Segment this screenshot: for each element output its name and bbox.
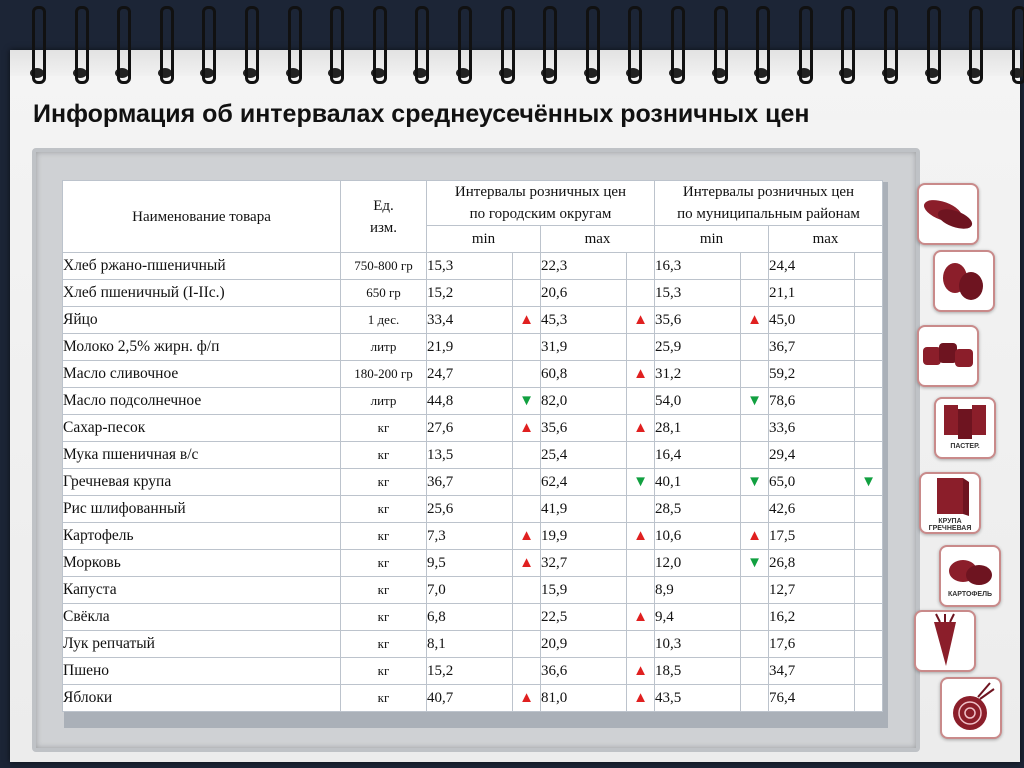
price-cell: 17,6	[769, 631, 855, 658]
price-cell: 10,6	[655, 523, 741, 550]
trend-cell	[855, 415, 883, 442]
price-cell: 41,9	[541, 496, 627, 523]
spiral-ring	[242, 6, 258, 82]
trend-cell	[513, 604, 541, 631]
unit-cell: кг	[341, 685, 427, 712]
unit-cell: литр	[341, 334, 427, 361]
butter-icon	[917, 325, 979, 387]
product-name: Масло сливочное	[63, 361, 341, 388]
spiral-ring	[29, 6, 45, 82]
table-row	[63, 307, 883, 334]
price-cell: 28,1	[655, 415, 741, 442]
trend-cell	[855, 631, 883, 658]
spiral-ring	[114, 6, 130, 82]
product-name: Яблоки	[63, 685, 341, 712]
trend-cell	[513, 577, 541, 604]
trend-cell	[855, 496, 883, 523]
trend-down-icon: ▼	[741, 550, 769, 577]
table-row	[63, 442, 883, 469]
header-unit: Ед. изм.	[341, 181, 427, 253]
trend-cell	[513, 496, 541, 523]
price-cell: 36,7	[427, 469, 513, 496]
trend-up-icon: ▲	[627, 415, 655, 442]
price-cell: 76,4	[769, 685, 855, 712]
price-table	[62, 180, 883, 712]
price-cell: 40,1	[655, 469, 741, 496]
page-title: Информация об интервалах среднеусечённых розничных цен	[33, 100, 810, 128]
trend-up-icon: ▲	[627, 523, 655, 550]
trend-cell	[741, 631, 769, 658]
table-row	[63, 550, 883, 577]
price-cell: 33,6	[769, 415, 855, 442]
product-name: Масло подсолнечное	[63, 388, 341, 415]
table-row	[63, 253, 883, 280]
header-city-max: max	[541, 226, 655, 253]
price-cell: 28,5	[655, 496, 741, 523]
price-cell: 62,4	[541, 469, 627, 496]
product-name: Гречневая крупа	[63, 469, 341, 496]
price-cell: 24,4	[769, 253, 855, 280]
price-cell: 20,6	[541, 280, 627, 307]
trend-cell	[513, 469, 541, 496]
table-row	[63, 685, 883, 712]
spiral-ring	[924, 6, 940, 82]
product-name: Хлеб пшеничный (I-IIc.)	[63, 280, 341, 307]
trend-cell	[627, 577, 655, 604]
trend-cell	[513, 253, 541, 280]
price-cell: 21,9	[427, 334, 513, 361]
trend-cell	[513, 631, 541, 658]
table-row	[63, 577, 883, 604]
table-row	[63, 388, 883, 415]
price-cell: 25,6	[427, 496, 513, 523]
trend-cell	[627, 496, 655, 523]
carrot-icon	[914, 610, 976, 672]
unit-cell: кг	[341, 550, 427, 577]
price-cell: 15,3	[655, 280, 741, 307]
trend-up-icon: ▲	[627, 604, 655, 631]
product-name: Лук репчатый	[63, 631, 341, 658]
price-cell: 35,6	[541, 415, 627, 442]
trend-up-icon: ▲	[513, 307, 541, 334]
trend-cell	[741, 361, 769, 388]
unit-cell: кг	[341, 658, 427, 685]
trend-cell	[741, 253, 769, 280]
trend-down-icon: ▼	[627, 469, 655, 496]
product-name: Сахар-песок	[63, 415, 341, 442]
trend-cell	[513, 361, 541, 388]
spiral-ring	[966, 6, 982, 82]
table-row	[63, 415, 883, 442]
unit-cell: кг	[341, 523, 427, 550]
price-cell: 59,2	[769, 361, 855, 388]
trend-up-icon: ▲	[513, 685, 541, 712]
spiral-ring	[668, 6, 684, 82]
price-cell: 82,0	[541, 388, 627, 415]
price-cell: 27,6	[427, 415, 513, 442]
spiral-ring	[796, 6, 812, 82]
price-cell: 20,9	[541, 631, 627, 658]
trend-cell	[741, 415, 769, 442]
price-cell: 40,7	[427, 685, 513, 712]
milk-packs-icon	[934, 397, 996, 459]
trend-cell	[627, 280, 655, 307]
buckwheat-pack-icon	[919, 472, 981, 534]
price-cell: 45,0	[769, 307, 855, 334]
trend-down-icon: ▼	[513, 388, 541, 415]
price-cell: 42,6	[769, 496, 855, 523]
price-cell: 31,2	[655, 361, 741, 388]
price-cell: 25,9	[655, 334, 741, 361]
header-district-min: min	[655, 226, 769, 253]
unit-cell: кг	[341, 577, 427, 604]
spiral-ring	[625, 6, 641, 82]
trend-cell	[855, 334, 883, 361]
trend-cell	[741, 604, 769, 631]
product-name: Молоко 2,5% жирн. ф/п	[63, 334, 341, 361]
trend-up-icon: ▲	[513, 415, 541, 442]
icon-caption: КАРТОФЕЛЬ	[947, 591, 993, 598]
header-district-group: Интервалы розничных цен по муниципальным районам	[655, 181, 883, 226]
price-cell: 44,8	[427, 388, 513, 415]
spiral-ring	[199, 6, 215, 82]
trend-cell	[855, 280, 883, 307]
price-cell: 29,4	[769, 442, 855, 469]
trend-cell	[627, 388, 655, 415]
table-row	[63, 280, 883, 307]
header-city-group: Интервалы розничных цен по городским округам	[427, 181, 655, 226]
trend-cell	[627, 442, 655, 469]
price-cell: 7,0	[427, 577, 513, 604]
spiral-ring	[1009, 6, 1024, 82]
table-row	[63, 658, 883, 685]
trend-cell	[741, 577, 769, 604]
icon-caption: ПАСТЕР.	[950, 443, 980, 450]
trend-cell	[855, 253, 883, 280]
trend-cell	[855, 442, 883, 469]
price-cell: 22,3	[541, 253, 627, 280]
trend-cell	[855, 604, 883, 631]
spiral-ring	[455, 6, 471, 82]
price-cell: 33,4	[427, 307, 513, 334]
table-row	[63, 361, 883, 388]
table-row	[63, 496, 883, 523]
price-cell: 15,2	[427, 658, 513, 685]
table-row	[63, 631, 883, 658]
unit-cell: 750-800 гр	[341, 253, 427, 280]
trend-cell	[855, 685, 883, 712]
price-cell: 21,1	[769, 280, 855, 307]
header-name: Наименование товара	[63, 181, 341, 253]
price-cell: 31,9	[541, 334, 627, 361]
price-cell: 35,6	[655, 307, 741, 334]
price-cell: 15,2	[427, 280, 513, 307]
spiral-ring	[540, 6, 556, 82]
unit-cell: кг	[341, 442, 427, 469]
trend-cell	[513, 280, 541, 307]
unit-cell: кг	[341, 631, 427, 658]
product-name: Пшено	[63, 658, 341, 685]
price-cell: 54,0	[655, 388, 741, 415]
trend-cell	[855, 307, 883, 334]
price-cell: 60,8	[541, 361, 627, 388]
trend-cell	[855, 658, 883, 685]
potato-icon	[939, 545, 1001, 607]
table-row	[63, 469, 883, 496]
unit-cell: 1 дес.	[341, 307, 427, 334]
spiral-ring	[157, 6, 173, 82]
spiral-ring	[498, 6, 514, 82]
sausage-icon	[917, 183, 979, 245]
trend-cell	[855, 577, 883, 604]
price-cell: 9,5	[427, 550, 513, 577]
unit-cell: кг	[341, 604, 427, 631]
spiral-ring	[412, 6, 428, 82]
price-cell: 12,0	[655, 550, 741, 577]
unit-cell: кг	[341, 415, 427, 442]
trend-cell	[513, 334, 541, 361]
price-cell: 78,6	[769, 388, 855, 415]
price-cell: 65,0	[769, 469, 855, 496]
trend-cell	[855, 550, 883, 577]
spiral-ring	[583, 6, 599, 82]
trend-up-icon: ▲	[627, 361, 655, 388]
price-cell: 32,7	[541, 550, 627, 577]
price-cell: 12,7	[769, 577, 855, 604]
trend-cell	[855, 361, 883, 388]
trend-cell	[627, 631, 655, 658]
trend-up-icon: ▲	[513, 523, 541, 550]
price-cell: 16,2	[769, 604, 855, 631]
table-row	[63, 334, 883, 361]
unit-cell: литр	[341, 388, 427, 415]
trend-cell	[741, 442, 769, 469]
trend-up-icon: ▲	[627, 307, 655, 334]
trend-cell	[627, 253, 655, 280]
price-cell: 6,8	[427, 604, 513, 631]
trend-down-icon: ▼	[741, 388, 769, 415]
price-cell: 24,7	[427, 361, 513, 388]
price-cell: 81,0	[541, 685, 627, 712]
price-cell: 16,3	[655, 253, 741, 280]
trend-up-icon: ▲	[627, 658, 655, 685]
trend-up-icon: ▲	[627, 685, 655, 712]
unit-cell: 180-200 гр	[341, 361, 427, 388]
trend-up-icon: ▲	[741, 523, 769, 550]
trend-cell	[741, 280, 769, 307]
unit-cell: кг	[341, 496, 427, 523]
price-cell: 15,9	[541, 577, 627, 604]
trend-cell	[513, 658, 541, 685]
trend-cell	[855, 388, 883, 415]
price-cell: 7,3	[427, 523, 513, 550]
header-district-max: max	[769, 226, 883, 253]
spiral-ring	[370, 6, 386, 82]
price-cell: 34,7	[769, 658, 855, 685]
price-cell: 13,5	[427, 442, 513, 469]
spiral-ring	[327, 6, 343, 82]
product-name: Свёкла	[63, 604, 341, 631]
spiral-ring	[711, 6, 727, 82]
trend-cell	[741, 685, 769, 712]
eggs-icon	[933, 250, 995, 312]
table-row	[63, 604, 883, 631]
spiral-binding	[0, 0, 1024, 90]
table-row	[63, 523, 883, 550]
product-name: Яйцо	[63, 307, 341, 334]
trend-cell	[513, 442, 541, 469]
price-cell: 45,3	[541, 307, 627, 334]
price-cell: 26,8	[769, 550, 855, 577]
price-cell: 17,5	[769, 523, 855, 550]
price-cell: 43,5	[655, 685, 741, 712]
beet-icon	[940, 677, 1002, 739]
price-cell: 15,3	[427, 253, 513, 280]
trend-cell	[855, 523, 883, 550]
product-name: Рис шлифованный	[63, 496, 341, 523]
product-name: Морковь	[63, 550, 341, 577]
trend-up-icon: ▲	[513, 550, 541, 577]
price-cell: 36,6	[541, 658, 627, 685]
trend-down-icon: ▼	[741, 469, 769, 496]
spiral-ring	[753, 6, 769, 82]
trend-cell	[741, 496, 769, 523]
spiral-ring	[72, 6, 88, 82]
trend-up-icon: ▲	[741, 307, 769, 334]
price-cell: 16,4	[655, 442, 741, 469]
product-name: Мука пшеничная в/с	[63, 442, 341, 469]
price-cell: 9,4	[655, 604, 741, 631]
price-cell: 8,9	[655, 577, 741, 604]
price-cell: 18,5	[655, 658, 741, 685]
trend-cell	[741, 658, 769, 685]
icon-caption: КРУПА ГРЕЧНЕВАЯ	[928, 518, 972, 532]
product-name: Картофель	[63, 523, 341, 550]
trend-cell	[627, 550, 655, 577]
price-cell: 10,3	[655, 631, 741, 658]
unit-cell: 650 гр	[341, 280, 427, 307]
trend-cell	[627, 334, 655, 361]
price-cell: 8,1	[427, 631, 513, 658]
header-city-min: min	[427, 226, 541, 253]
spiral-ring	[881, 6, 897, 82]
trend-down-icon: ▼	[855, 469, 883, 496]
price-cell: 19,9	[541, 523, 627, 550]
spiral-ring	[285, 6, 301, 82]
price-cell: 22,5	[541, 604, 627, 631]
trend-cell	[741, 334, 769, 361]
product-name: Хлеб ржано-пшеничный	[63, 253, 341, 280]
product-name: Капуста	[63, 577, 341, 604]
spiral-ring	[838, 6, 854, 82]
unit-cell: кг	[341, 469, 427, 496]
price-cell: 36,7	[769, 334, 855, 361]
price-cell: 25,4	[541, 442, 627, 469]
